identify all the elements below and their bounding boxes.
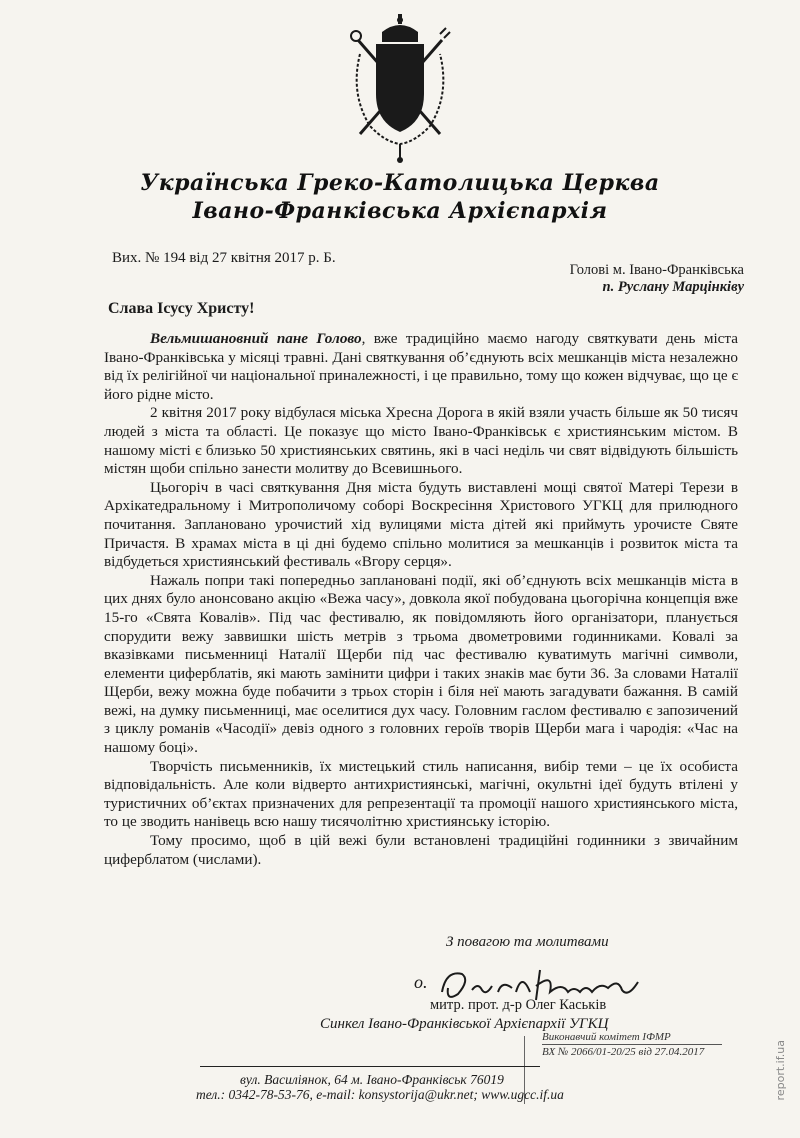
letter-body: [104, 330, 738, 869]
archdiocese-coat-of-arms-icon: [340, 14, 460, 164]
stamp-line2: ВХ № 2066/01-20/25 від 27.04.2017: [542, 1044, 722, 1059]
paragraph-3: Цьогоріч в часі святкування Дня міста будуть виставлені мощі святої Матері Терези в Архікатедральному і Митрополичому соборі Воскресіння Христового УГКЦ для прилюдного почитання. Заплановано урочистий хід вулицями міста дітей які приймуть урочисте Святе Причастя. В храмах міста в ці дні будемо спільно молитися за мешканців і розвиток міста та відбудеться християнський фестиваль «Вгору серця».: [104, 478, 738, 571]
regards-line: З повагою та молитвами: [446, 934, 609, 950]
stamp-line1: Виконавчий комітет ІФМР: [542, 1031, 671, 1043]
outgoing-number: Вих. № 194 від 27 квітня 2017 р. Б.: [112, 250, 336, 266]
paragraph-1-text: , вже традиційно маємо нагоду святкувати день міста Івано-Франківська у місяці травні. Дані святкування об’єднують всіх мешканців міста незалежно від їх релігійної чи національної приналежності, і це правильно, тому що кожен відчуває, що це є його рідне місто.: [104, 330, 738, 403]
paragraph-6: Тому просимо, щоб в цій вежі були встановлені традиційні годинники з звичайним циферблатом (числами).: [104, 832, 738, 868]
registration-stamp: [542, 1030, 722, 1059]
paragraph-4: Нажаль попри такі попередньо заплановані події, які об’єднують всіх мешканців міста в цих днях було анонсовано акцію «Вежа часу», довкола якої побудована цьогорічна концепція вже 15-го «Свята Ковалів». Під час фестивалю, як повідомляють його організатори, планується спорудити вежу заввишки шість метрів з трьома двометровими годинниками. Ковалі за вказівками письменниці Наталії Щерби під час фестивалю куватимуть магічні символи, елементи циферблатів, які мають замінити цифри і таких знаків має бути 36. За словами Наталії Щерби, вежу можна буде побачити з трьох сторін і біля неї мають загадувати бажання. В самій вежі, на думку письменниці, має оселитися дух часу. Головним гаслом фестивалю є запозичений з циклу романів «Часодії» девіз одного з головних героїв творів Щерби мага і чародія: «Час на нашому боці».: [104, 571, 738, 757]
watermark: report.if.ua: [774, 1040, 787, 1101]
paragraph-1: [104, 330, 738, 404]
footer-address: вул. Василіянок, 64 м. Івано-Франківськ 76019: [240, 1072, 504, 1087]
addressee-line1: Голові м. Івано-Франківська: [569, 262, 744, 278]
greeting: Слава Ісусу Христу!: [108, 300, 255, 317]
paragraph-2: 2 квітня 2017 року відбулася міська Хресна Дорога в якій взяли участь більше як 50 тисяч людей з міста та області. Це показує що місто Івано-Франківськ є християнським містом. В нашому місті є близько 50 християнських святинь, які в часі неділь чи свят відвідують більшість містян щоби спільно занести молитву до Всевишнього.: [104, 404, 738, 478]
paragraph-5: Творчість письменників, їх мистецький стиль написання, вибір теми – це їх особиста відповідальність. Але коли відверто антихристиянські, магічні, окультні ідеї будуть втілені у туристичних об’єктах призначених для репрезентації та промоції нашого християнського міста, то це зводить нанівець всю нашу тисячолітню християнську історію.: [104, 757, 738, 831]
signer-title: Синкел Івано-Франківської Архієпархії УГКЦ: [320, 1016, 609, 1032]
footer-contacts: тел.: 0342-78-53-76, e-mail: konsystorija@ukr.net; www.ugcc.if.ua: [196, 1087, 564, 1102]
addressee-line2: п. Руслану Марцінківу: [602, 279, 744, 295]
salutation: Вельмишановний пане Голово: [150, 330, 362, 347]
org-name-line1: Українська Греко-Католицька Церква: [140, 170, 660, 196]
footer-divider: [200, 1066, 540, 1067]
signature-prefix: о.: [414, 972, 428, 992]
org-name-line2: Івано-Франківська Архієпархія: [192, 198, 608, 224]
signer-name: митр. прот. д-р Олег Каськів: [430, 997, 607, 1013]
